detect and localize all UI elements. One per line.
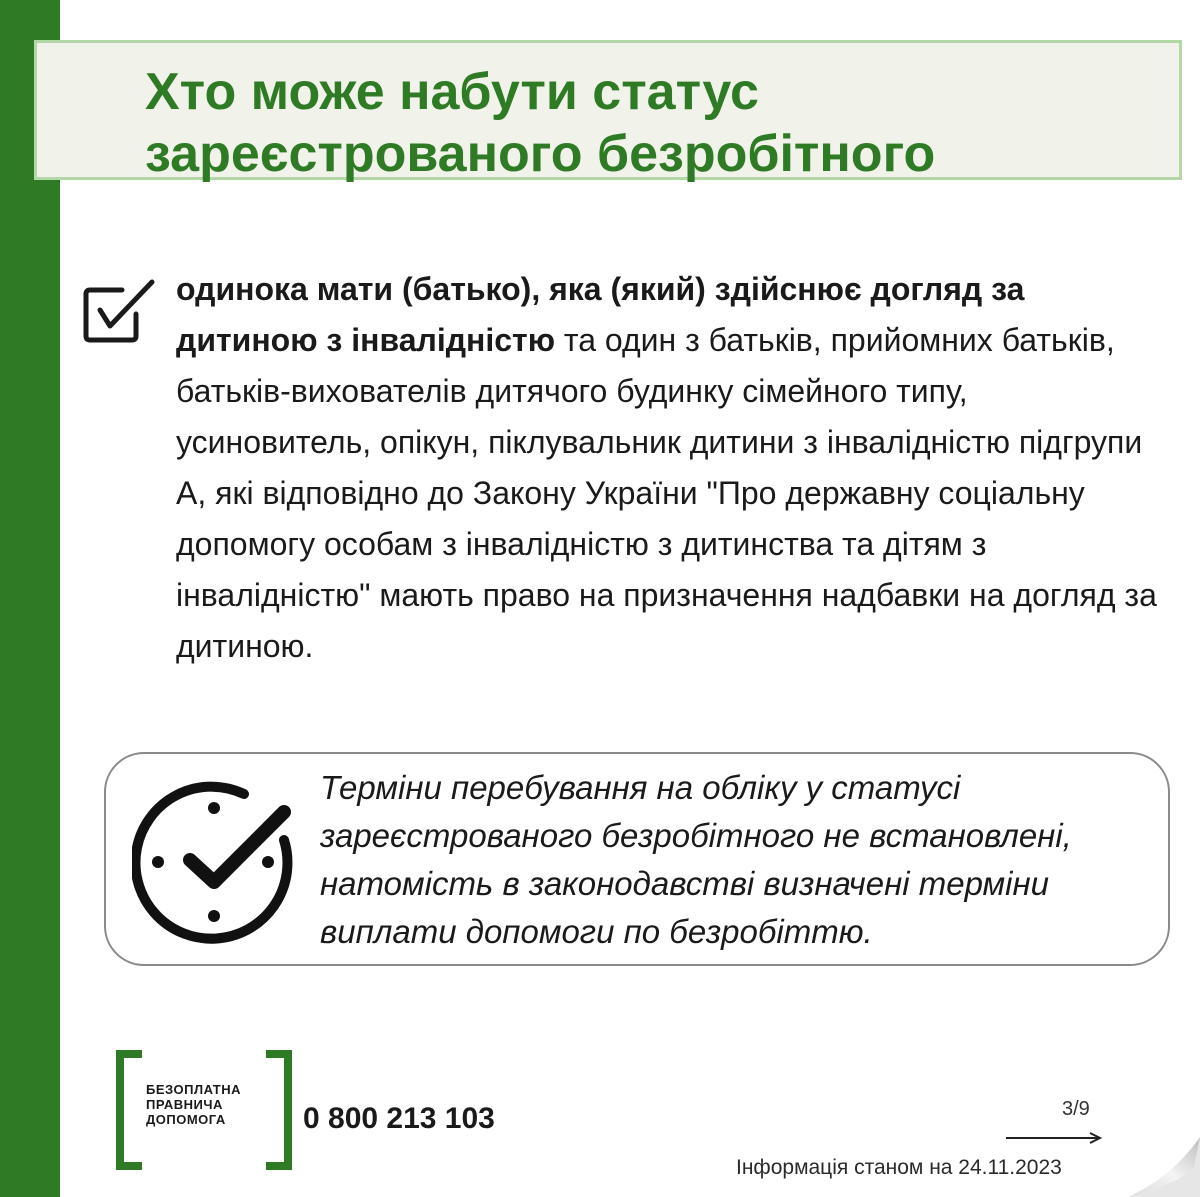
- note-line-2: зареєстрованого безробітного не встановлені,: [320, 817, 1072, 854]
- title-box: [34, 40, 1182, 183]
- note-line-4: виплати допомоги по безробіттю.: [320, 913, 873, 950]
- item-text: [176, 264, 1166, 672]
- logo-text: [146, 1082, 241, 1127]
- page-curl: [1128, 1137, 1200, 1197]
- title-line-1: Хто може набути статус: [145, 63, 759, 121]
- phone-number: 0 800 213 103: [303, 1102, 495, 1135]
- clock-check-icon: [132, 780, 296, 944]
- item-regular-text: та один з батьків, прийомних батьків, батьків-вихователів дитячого будинку сімейного типу, усиновитель, опікун, піклувальник дитини з інвалідністю підгрупи А, які відповідно до Закону України "Про державну соціальну допомогу особам з інвалідністю з дитинства та дітям з інвалідністю" мають право на призначення надбавки на догляд за дитиною.: [176, 322, 1157, 664]
- info-date: Інформація станом на 24.11.2023: [736, 1156, 1062, 1179]
- item-bold-text: одинока мати (батько), яка (який) здійснює догляд за дитиною з інвалідністю: [176, 271, 1025, 358]
- checkbox-check-icon: [80, 276, 156, 346]
- logo-line-1: БЕЗОПЛАТНА: [146, 1082, 242, 1097]
- note-line-1: Терміни перебування на обліку у статусі: [320, 769, 961, 806]
- title-line-2: зареєстрованого безробітного: [145, 125, 936, 183]
- note-line-3: натомість в законодавстві визначені терміни: [320, 865, 1050, 902]
- arrow-right-icon: [1004, 1130, 1104, 1146]
- logo-line-3: ДОПОМОГА: [146, 1112, 226, 1127]
- note-text: [320, 764, 1160, 956]
- page-number: 3/9: [1062, 1098, 1090, 1120]
- logo-line-2: ПРАВНИЧА: [146, 1097, 223, 1112]
- page-title: [145, 61, 935, 185]
